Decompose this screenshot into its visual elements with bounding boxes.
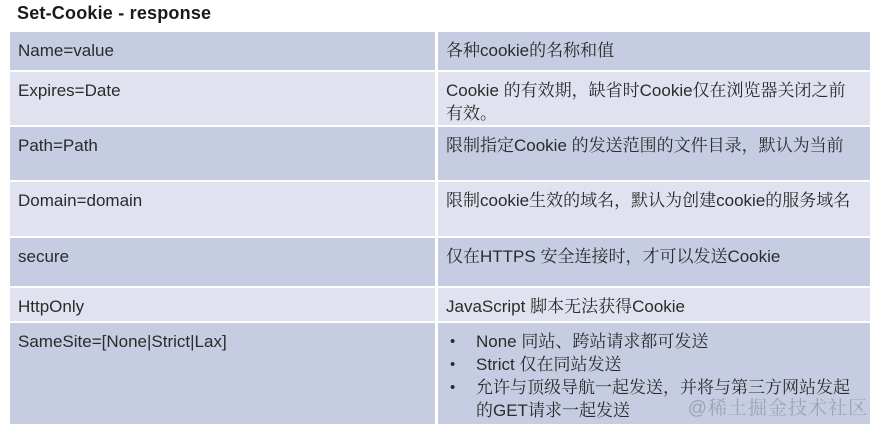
bullet-icon: • xyxy=(450,379,456,396)
list-item xyxy=(446,330,860,353)
table-row-path xyxy=(10,127,870,180)
attribute-cell: Domain=domain xyxy=(10,182,435,236)
table-row-name-value xyxy=(10,32,870,70)
bullet-text: Strict 仅在同站发送 xyxy=(476,355,622,374)
table-row-httponly xyxy=(10,288,870,321)
list-item xyxy=(446,353,860,376)
description-cell: 限制指定Cookie 的发送范围的文件目录，默认为当前 xyxy=(438,127,870,180)
page-title: Set-Cookie - response xyxy=(17,3,212,23)
table-row-expires xyxy=(10,72,870,125)
attribute-cell: Name=value xyxy=(10,32,435,70)
attribute-cell: SameSite=[None|Strict|Lax] xyxy=(10,323,435,424)
list-item xyxy=(446,376,860,422)
attribute-cell: Path=Path xyxy=(10,127,435,180)
description-cell: JavaScript 脚本无法获得Cookie xyxy=(438,288,870,321)
bullet-text: None 同站、跨站请求都可发送 xyxy=(476,332,709,351)
bullet-text: 允许与顶级导航一起发送，并将与第三方网站发起的GET请求一起发送 xyxy=(476,378,850,420)
attribute-cell: Expires=Date xyxy=(10,72,435,125)
bullet-icon: • xyxy=(450,333,456,350)
description-cell xyxy=(438,323,870,424)
table-row-domain xyxy=(10,182,870,236)
table-row-secure xyxy=(10,238,870,286)
samesite-bullet-list xyxy=(446,330,860,422)
set-cookie-attributes-table xyxy=(10,32,870,424)
watermark: @稀土掘金技术社区 xyxy=(687,398,868,419)
attribute-cell: secure xyxy=(10,238,435,286)
description-cell: 各种cookie的名称和值 xyxy=(438,32,870,70)
description-cell: 限制cookie生效的域名，默认为创建cookie的服务域名 xyxy=(438,182,870,236)
bullet-icon: • xyxy=(450,356,456,373)
attribute-cell: HttpOnly xyxy=(10,288,435,321)
table-row-samesite xyxy=(10,323,870,424)
description-cell: Cookie 的有效期，缺省时Cookie仅在浏览器关闭之前有效。 xyxy=(438,72,870,125)
description-cell: 仅在HTTPS 安全连接时，才可以发送Cookie xyxy=(438,238,870,286)
